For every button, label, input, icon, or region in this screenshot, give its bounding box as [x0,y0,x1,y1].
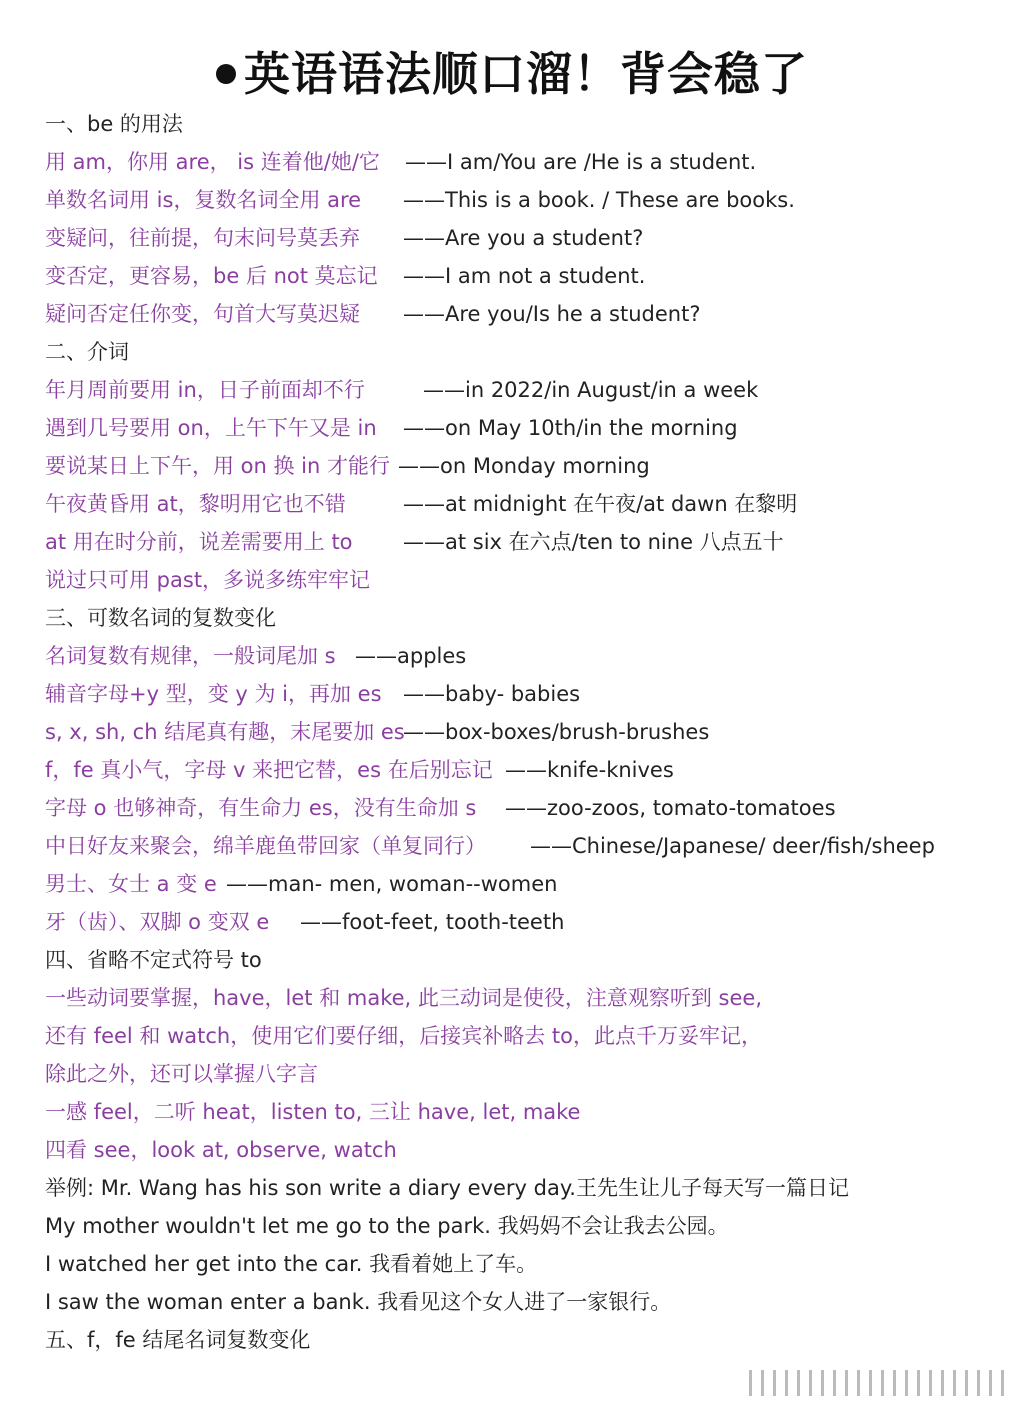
example-text: ——knife-knives [505,758,674,782]
rule-line [45,865,1005,903]
rule-line [45,903,1005,941]
rule-text: 名词复数有规律，一般词尾加 s [45,644,336,668]
rule-line [45,371,1005,409]
example-text: ——baby- babies [403,682,581,706]
rule-line [45,751,1005,789]
watermark-bar [977,1370,980,1396]
watermark-bar [821,1370,824,1396]
watermark-bar [785,1370,788,1396]
rule-line [45,789,1005,827]
watermark-bar [761,1370,764,1396]
section-heading: 三、可数名词的复数变化 [45,606,276,630]
rule-text: f，fe 真小气，字母 v 来把它替，es 在后别忘记 [45,758,493,782]
watermark-bar [905,1370,908,1396]
rule-text: 年月周前要用 in，日子前面却不行 [45,378,365,402]
rule-text: 疑问否定任你变，句首大写莫迟疑 [45,302,360,326]
watermark-bar [1001,1370,1004,1396]
rule-line [45,675,1005,713]
section-heading: 五、f，fe 结尾名词复数变化 [45,1328,311,1352]
rule-text: 中日好友来聚会，绵羊鹿鱼带回家（单复同行） [45,834,486,858]
rule-text: 字母 o 也够神奇，有生命力 es，没有生命加 s [45,796,477,820]
watermark-bar [845,1370,848,1396]
rule-text: 还有 feel 和 watch，使用它们要仔细，后接宾补略去 to，此点千万妥牢记， [45,1024,762,1048]
section-heading: 四、省略不定式符号 to [45,948,262,972]
watermark-bars [749,1370,1004,1396]
rule-line [45,143,1005,181]
watermark-bar [881,1370,884,1396]
watermark-bar [929,1370,932,1396]
example-text: ——at midnight 在午夜/at dawn 在黎明 [403,492,798,516]
watermark-bar [797,1370,800,1396]
watermark-bar [893,1370,896,1396]
watermark-bar [869,1370,872,1396]
example-sentence: 举例: Mr. Wang has his son write a diary every day.王先生让儿子每天写一篇日记 [45,1176,849,1200]
rule-text: 要说某日上下午，用 on 换 in 才能行 [45,454,391,478]
rule-line [45,827,1005,865]
bullet-icon [216,64,236,84]
page-title-text: 英语语法顺口溜！背会稳了 [244,47,808,101]
rule-line [45,257,1005,295]
rule-text: s, x, sh, ch 结尾真有趣，末尾要加 es [45,720,405,744]
rule-line [45,713,1005,751]
watermark-bar [953,1370,956,1396]
example-sentence: I saw the woman enter a bank. 我看见这个女人进了一家银行。 [45,1290,672,1314]
rule-line [45,409,1005,447]
page-title [0,38,1024,104]
watermark-bar [917,1370,920,1396]
example-text: ——Are you/Is he a student? [403,302,701,326]
rule-text: 单数名词用 is，复数名词全用 are [45,188,362,212]
example-text: ——foot-feet, tooth-teeth [300,910,565,934]
example-text: ——This is a book. / These are books. [403,188,795,212]
rule-text: 男士、女士 a 变 e [45,872,217,896]
example-text: ——at six 在六点/ten to nine 八点五十 [403,530,784,554]
rule-text: 四看 see，look at, observe, watch [45,1138,397,1162]
watermark-bar [809,1370,812,1396]
watermark-bar [989,1370,992,1396]
example-text: ——on May 10th/in the morning [403,416,738,440]
rule-text: 辅音字母+y 型，变 y 为 i，再加 es [45,682,382,706]
section-heading: 二、介词 [45,340,129,364]
rule-line [45,637,1005,675]
example-text: ——I am not a student. [403,264,646,288]
rule-text: 用 am，你用 are， is 连着他/她/它 [45,150,380,174]
rule-text: 说过只可用 past，多说多练牢牢记 [45,568,371,592]
rule-text: 午夜黄昏用 at，黎明用它也不错 [45,492,346,516]
example-text: ——apples [355,644,467,668]
rule-text: 除此之外，还可以掌握八字言 [45,1062,318,1086]
rule-line [45,523,1005,561]
watermark-bar [965,1370,968,1396]
rule-text: at 用在时分前，说差需要用上 to [45,530,353,554]
rule-text: 遇到几号要用 on，上午下午又是 in [45,416,377,440]
watermark-bar [773,1370,776,1396]
watermark-bar [833,1370,836,1396]
example-sentence: My mother wouldn't let me go to the park. 我妈妈不会让我去公园。 [45,1214,729,1238]
rule-text: 变疑问，往前提，句末问号莫丢弃 [45,226,360,250]
example-text: ——on Monday morning [398,454,650,478]
example-sentence: I watched her get into the car. 我看着她上了车。 [45,1252,538,1276]
watermark-bar [941,1370,944,1396]
content-lines [45,105,1005,1359]
example-text: ——I am/You are /He is a student. [405,150,757,174]
watermark-bar [857,1370,860,1396]
example-text: ——in 2022/in August/in a week [423,378,759,402]
rule-line [45,219,1005,257]
example-text: ——zoo-zoos, tomato-tomatoes [505,796,836,820]
rule-text: 变否定，更容易，be 后 not 莫忘记 [45,264,378,288]
rule-line [45,485,1005,523]
rule-line [45,447,1005,485]
example-text: ——Are you a student? [403,226,644,250]
rule-text: 一感 feel，二听 heat，listen to, 三让 have, let, make [45,1100,581,1124]
example-text: ——box-boxes/brush-brushes [403,720,710,744]
rule-text: 牙（齿）、双脚 o 变双 e [45,910,270,934]
rule-line [45,181,1005,219]
example-text: ——man- men, woman--women [226,872,558,896]
section-heading: 一、be 的用法 [45,112,183,136]
watermark-bar [749,1370,752,1396]
rule-text: 一些动词要掌握，have，let 和 make, 此三动词是使役，注意观察听到 see, [45,986,763,1010]
example-text: ——Chinese/Japanese/ deer/fish/sheep [530,834,935,858]
rule-line [45,295,1005,333]
